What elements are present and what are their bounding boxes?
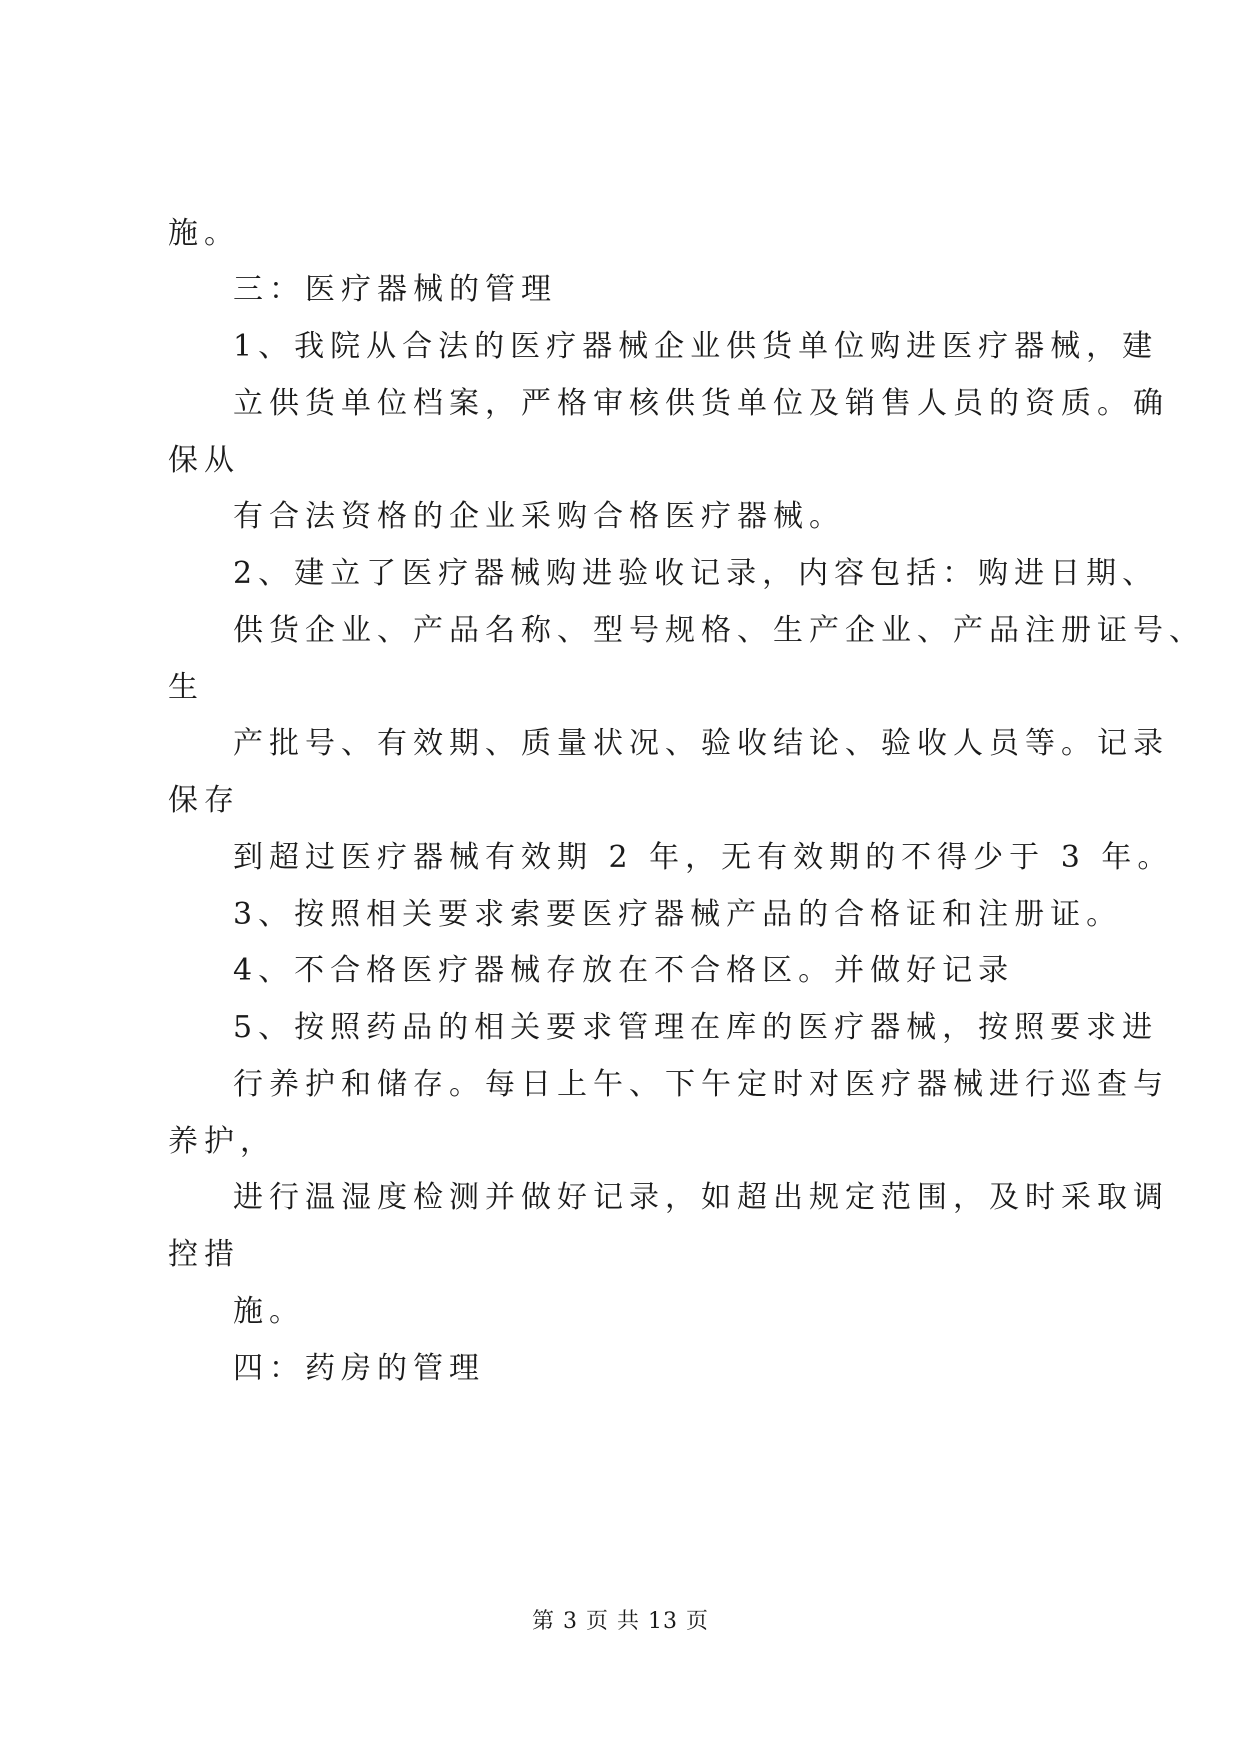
text-line: 保从 [168,443,240,478]
text-line: 1、我院从合法的医疗器械企业供货单位购进医疗器械，建 [233,329,1159,364]
text-line: 施。 [168,216,240,251]
text-line: 到超过医疗器械有效期 2 年，无有效期的不得少于 3 年。 [233,840,1174,875]
text-line: 控措 [168,1237,240,1272]
text-line: 行养护和储存。每日上午、下午定时对医疗器械进行巡查与 [233,1067,1169,1102]
text-line: 立供货单位档案，严格审核供货单位及销售人员的资质。确 [233,386,1169,421]
text-line: 供货企业、产品名称、型号规格、生产企业、产品注册证号、 [233,613,1205,648]
section-heading: 四：药房的管理 [233,1351,485,1386]
text-line: 保存 [168,783,240,818]
section-heading: 三：医疗器械的管理 [233,272,557,307]
text-line: 2、建立了医疗器械购进验收记录，内容包括：购进日期、 [233,556,1159,591]
page-number-footer: 第 3 页 共 13 页 [532,1609,709,1634]
text-line: 生 [168,670,204,705]
text-line: 5、按照药品的相关要求管理在库的医疗器械，按照要求进 [233,1010,1159,1045]
text-line: 养护， [168,1124,276,1159]
text-line: 有合法资格的企业采购合格医疗器械。 [233,499,845,534]
text-line: 进行温湿度检测并做好记录，如超出规定范围，及时采取调 [233,1180,1169,1215]
text-line: 4、不合格医疗器械存放在不合格区。并做好记录 [233,953,1015,988]
text-line: 施。 [233,1294,305,1329]
text-line: 3、按照相关要求索要医疗器械产品的合格证和注册证。 [233,897,1123,932]
text-line: 产批号、有效期、质量状况、验收结论、验收人员等。记录 [233,726,1169,761]
